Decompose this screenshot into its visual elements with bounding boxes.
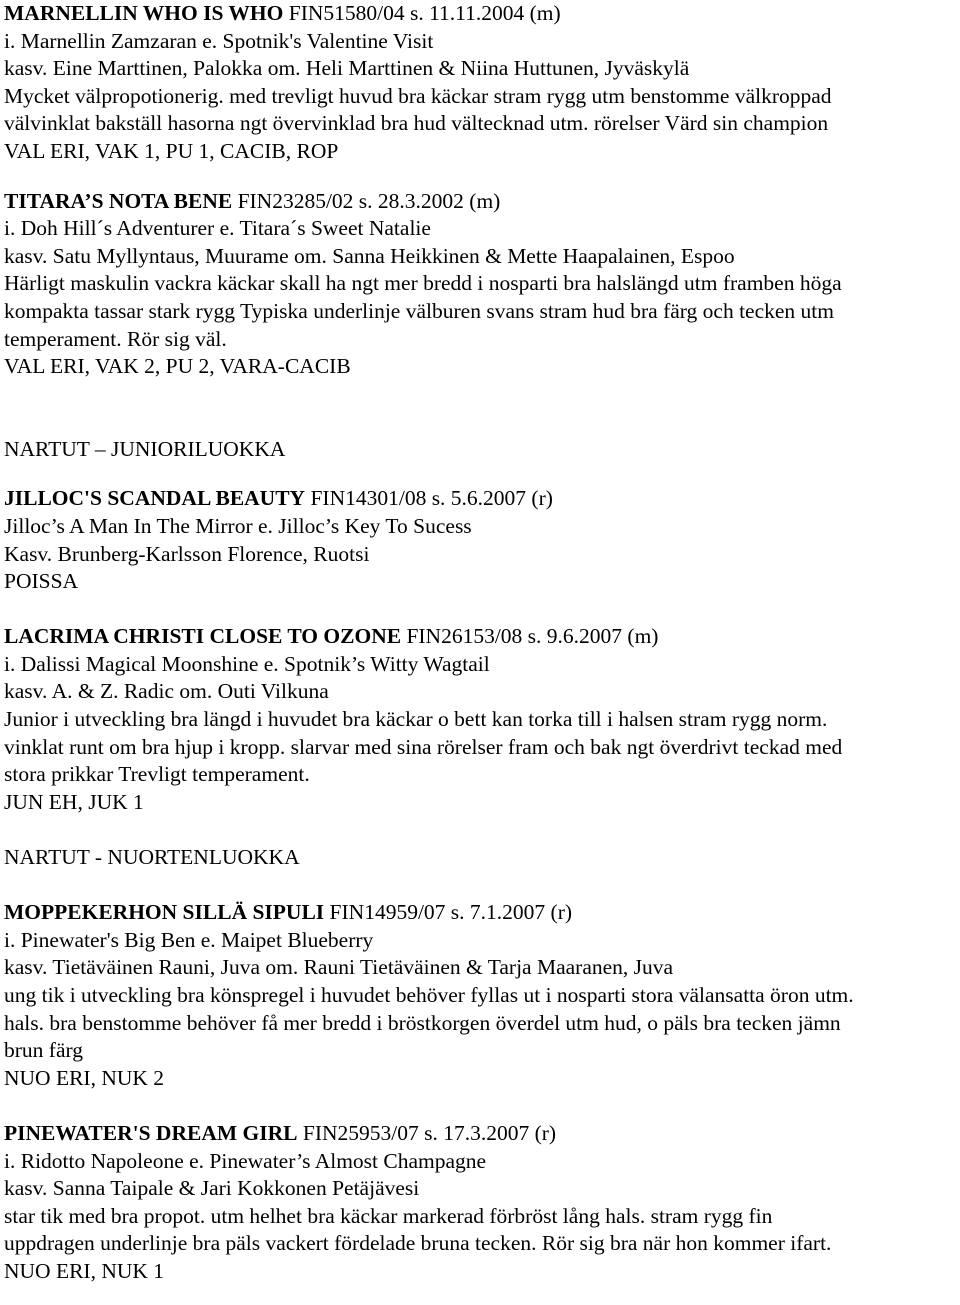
breeder-owner: kasv. Tietäväinen Rauni, Juva om. Rauni Tietäväinen & Tarja Maaranen, Juva — [4, 955, 674, 980]
dog-entry — [4, 1120, 956, 1286]
parents: i. Doh Hill´s Adventurer e. Titara´s Sweet Natalie — [4, 216, 431, 241]
registration: FIN26153/08 s. 9.6.2007 (m) — [401, 624, 659, 649]
parents: Jilloc’s A Man In The Mirror e. Jilloc’s Key To Sucess — [4, 513, 472, 538]
critique-line: ung tik i utveckling bra könspregel i huvudet behöver fyllas ut i nosparti stora välansatta öron utm. — [4, 983, 854, 1007]
entry-title — [4, 1120, 956, 1148]
breeder-owner: kasv. Satu Myllyntaus, Muurame om. Sanna Heikkinen & Mette Haapalainen, Espoo — [4, 243, 735, 268]
critique-line: brun färg — [4, 1038, 84, 1063]
registration: FIN14301/08 s. 5.6.2007 (r) — [305, 486, 553, 511]
dog-entry — [4, 623, 956, 816]
critique-line: temperament. Rör sig väl. — [4, 326, 227, 351]
parents: i. Dalissi Magical Moonshine e. Spotnik’s Witty Wagtail — [4, 651, 490, 676]
critique-line: hals. bra benstomme behöver få mer bredd i bröstkorgen överdel utm hud, o päls bra tecken jämn — [4, 1010, 841, 1035]
critique-line: star tik med bra propot. utm helhet bra käckar markerad förbröst lång hals. stram rygg fin — [4, 1203, 773, 1228]
critique-line: Mycket välpropotionerig. med trevligt huvud bra käckar stram rygg utm benstomme välkroppad — [4, 83, 832, 108]
critique-line: uppdragen underlinje bra päls vackert fördelade bruna tecken. Rör sig bra när hon kommer ifart. — [4, 1231, 832, 1256]
dog-entry — [4, 188, 956, 381]
entry-title — [4, 0, 956, 28]
parents: i. Pinewater's Big Ben e. Maipet Blueberry — [4, 927, 374, 952]
result: JUN EH, JUK 1 — [4, 789, 144, 814]
dog-name: PINEWATER'S DREAM GIRL — [4, 1120, 298, 1145]
entry-title — [4, 188, 956, 216]
dog-entry — [4, 485, 956, 595]
dog-entry — [4, 899, 956, 1092]
dog-name: MOPPEKERHON SILLÄ SIPULI — [4, 900, 325, 925]
parents: i. Ridotto Napoleone e. Pinewater’s Almost Champagne — [4, 1148, 487, 1173]
registration: FIN14959/07 s. 7.1.2007 (r) — [324, 900, 573, 925]
critique-line: stora prikkar Trevligt temperament. — [4, 762, 310, 787]
critique-line: vinklat runt om bra hjup i kropp. slarvar med sina rörelser fram och bak ngt överdrivt teckad med — [4, 734, 843, 759]
breeder-owner: kasv. A. & Z. Radic om. Outi Vilkuna — [4, 679, 329, 704]
entry-title — [4, 485, 956, 513]
result: VAL ERI, VAK 2, PU 2, VARA-CACIB — [4, 354, 351, 379]
result: NUO ERI, NUK 1 — [4, 1258, 165, 1283]
parents: i. Marnellin Zamzaran e. Spotnik's Valentine Visit — [4, 28, 434, 53]
critique-line: välvinklat bakställ hasorna ngt övervinklad bra hud vältecknad utm. rörelser Värd sin champion — [4, 111, 829, 136]
class-heading: NARTUT – JUNIORILUOKKA — [4, 436, 286, 461]
entry-title — [4, 899, 956, 927]
breeder-owner: Kasv. Brunberg-Karlsson Florence, Ruotsi — [4, 541, 370, 566]
class-heading: NARTUT - NUORTENLUOKKA — [4, 845, 300, 870]
registration: FIN23285/02 s. 28.3.2002 (m) — [232, 188, 501, 213]
registration: FIN51580/04 s. 11.11.2004 (m) — [283, 1, 561, 25]
critique-line: kompakta tassar stark rygg Typiska underlinje välburen svans stram hud bra färg och tecken utm — [4, 298, 835, 323]
breeder-owner: kasv. Sanna Taipale & Jari Kokkonen Petäjävesi — [4, 1176, 420, 1201]
registration: FIN25953/07 s. 17.3.2007 (r) — [297, 1120, 557, 1145]
critique-line: Härligt maskulin vackra käckar skall ha ngt mer bredd i nosparti bra halslängd utm framben höga — [4, 271, 842, 296]
result: POISSA — [4, 569, 79, 594]
entry-title — [4, 623, 956, 651]
critique-line: Junior i utveckling bra längd i huvudet bra käckar o bett kan torka till i halsen stram rygg norm. — [4, 707, 828, 732]
dog-entry — [4, 0, 956, 166]
dog-name: LACRIMA CHRISTI CLOSE TO OZONE — [4, 624, 402, 649]
breeder-owner: kasv. Eine Marttinen, Palokka om. Heli Marttinen & Niina Huttunen, Jyväskylä — [4, 56, 690, 81]
result: NUO ERI, NUK 2 — [4, 1065, 165, 1090]
dog-name: TITARA’S NOTA BENE — [4, 188, 233, 213]
dog-name: JILLOC'S SCANDAL BEAUTY — [4, 486, 306, 511]
result: VAL ERI, VAK 1, PU 1, CACIB, ROP — [4, 138, 339, 163]
dog-name: MARNELLIN WHO IS WHO — [4, 1, 284, 25]
